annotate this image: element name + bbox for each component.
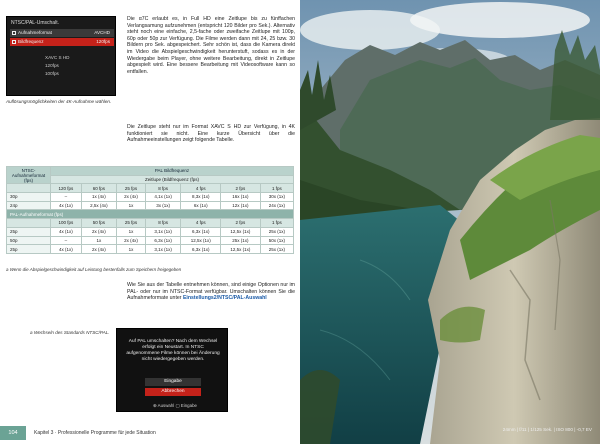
- table-row-label: 25p: [7, 245, 51, 254]
- table-cell: 3x (1x): [145, 201, 180, 210]
- camera-dialog-footer: ⊕ Auswahl ▢ Eingabe: [153, 403, 197, 408]
- chapter-title: Kapitel 3 · Professionelle Programme für jede Situation: [34, 430, 156, 436]
- camera-menu-option: 100fps: [45, 71, 59, 76]
- table-cell: 16x (1x): [221, 193, 261, 202]
- body-paragraph: [127, 282, 295, 302]
- camera-menu-row-value: 120fps: [96, 39, 110, 44]
- table-row-label: 25p: [7, 227, 51, 236]
- body-paragraph: Die Zeitlupe steht nur im Format XAVC S HD zur Verfügung, in 4K funktioniert sie nicht. Eine kurze Übersicht über die Aufnahmeeinstellungen zeigt folgende Tabelle.: [127, 124, 295, 144]
- body-text: Wie Sie aus der Tabelle entnehmen können, sind einige Optionen nur im PAL- oder nur im NTSC-Format verfügbar. Umschalten können Sie die Aufnahmeformate unter: [127, 282, 295, 302]
- table-row: [7, 227, 294, 236]
- table-row: [7, 201, 294, 210]
- table-column-header: 1 fps: [260, 184, 293, 193]
- camera-menu-title: NTSC/PAL-Umschalt.: [11, 20, 59, 26]
- table-cell: 25x (1x): [221, 236, 261, 245]
- table-cell: 1x: [117, 245, 146, 254]
- camera-menu-option: 120fps: [45, 63, 59, 68]
- table-column-header-row: [7, 219, 294, 228]
- table-column-header: 4 fps: [181, 219, 221, 228]
- table-subheader: Zeitlupe (Bildfrequenz (fps): [51, 175, 294, 184]
- table-footnote: a Wenn die Abspielgeschwindigkeit auf Leistung bestenfalls zum Speichern freigegeben: [6, 267, 182, 272]
- table-column-header-row: [7, 184, 294, 193]
- page-footer: [0, 426, 300, 440]
- table-cell: 25x (1x): [260, 245, 293, 254]
- table-row: [7, 245, 294, 254]
- framerate-table: [6, 166, 294, 254]
- table-cell: 6,3x (1x): [145, 236, 180, 245]
- table-body: [7, 227, 294, 253]
- figure-caption: Auflösungsmöglichkeiten der 4K-Aufnahme wählen.: [6, 99, 112, 104]
- table-cell: 2x (4x): [117, 236, 146, 245]
- table-cell: 6x (1x): [181, 201, 221, 210]
- table-row-label: 24p: [7, 201, 51, 210]
- camera-menu-option: XAVC S HD: [45, 55, 70, 60]
- table-column-header: 2 fps: [221, 184, 261, 193]
- table-cell: 4x (1x): [51, 201, 82, 210]
- table-cell: 25x (1x): [260, 227, 293, 236]
- table-column-header: 4 fps: [181, 184, 221, 193]
- table-row: [7, 236, 294, 245]
- table-cell: 3,1x (1x): [145, 227, 180, 236]
- table-row-label: 30p: [7, 193, 51, 202]
- table-cell: 2x (4x): [81, 227, 116, 236]
- table-header: PAL Bildfrequenz: [51, 167, 294, 176]
- table-cell: 4,1x (1x): [145, 193, 180, 202]
- table-cell: 1x (4x): [81, 193, 116, 202]
- table-cell: 30x (1x): [260, 193, 293, 202]
- camera-dialog-enter-button: Eingabe: [145, 378, 201, 386]
- camera-menu-row-selected: [10, 38, 114, 46]
- landscape-photo: [300, 0, 600, 444]
- table-section-label: PAL-Aufnahmeformat (fps): [7, 210, 294, 219]
- table-cell: 8,3x (1x): [181, 193, 221, 202]
- camera-menu-row-value: AVCHD: [94, 30, 110, 35]
- table-body: [7, 193, 294, 210]
- table-cell: 3,1x (1x): [145, 245, 180, 254]
- camera-dialog-cancel-button: Abbrechen: [145, 388, 201, 396]
- table-cell: 12,5x (1x): [221, 227, 261, 236]
- checkbox-icon: [12, 31, 16, 35]
- camera-dialog-message: Auf PAL umschalten? Nach dem Wechsel erfolgt ein Neustart. In NTSC aufgenommene Filme können bei Änderung nicht wiedergegeben werden.: [126, 339, 220, 362]
- table-column-header: 1 fps: [260, 219, 293, 228]
- table-cell: 1x: [81, 236, 116, 245]
- figure-caption: a Wechseln des Standards NTSC/PAL.: [30, 330, 110, 335]
- table-section-row: [7, 210, 294, 219]
- table-cell: –: [51, 236, 82, 245]
- table-column-header: 8 fps: [145, 184, 180, 193]
- right-page: [300, 0, 600, 444]
- table-cell: 12x (1x): [221, 201, 261, 210]
- table-column-header: 60 fps: [81, 184, 116, 193]
- table-cell: 2x (4x): [117, 193, 146, 202]
- table-cell: 4x (1x): [51, 227, 82, 236]
- table-cell: 6,3x (1x): [181, 227, 221, 236]
- table-row: [7, 193, 294, 202]
- table-cell: 12,5x (1x): [181, 236, 221, 245]
- table-cell: 4x (1x): [51, 245, 82, 254]
- table-column-header: 25 fps: [117, 184, 146, 193]
- table-column-header: 8 fps: [145, 219, 180, 228]
- table-cell: 2,5x (4x): [81, 201, 116, 210]
- table-column-header: 2 fps: [221, 219, 261, 228]
- body-paragraph: Die α7C erlaubt es, in Full HD eine Zeitlupe bis zu fünffachen Verlangsamung aufzunehmen (entspricht 120 Bilder pro Sek.). Alternativ steht noch eine einfache, 2,5-fache oder zweifache Zeitlupe mit 100p, 60p oder 50p zur Verfügung. Die Filme werden dann mit 24, 25 bzw. 30 Bildern pro Sek. abgespeichert. Sehr schön ist, dass die Kamera direkt im Video die Abspielgeschwindigkeit herunterstuft, sodass es in der Wiedergabe beim Player, ohne weitere Bearbeitung, direkt in Zeitlupe abgespielt wird. Eine bessere Bearbeitung mit Videosoftware kann so entfallen.: [127, 16, 295, 75]
- camera-menu-screenshot: [6, 16, 116, 96]
- table-cell: 2x (4x): [81, 245, 116, 254]
- table-header: NTSC-Aufnahmeformat (fps): [7, 167, 51, 184]
- table-column-header: 25 fps: [117, 219, 146, 228]
- table-cell: 1x: [117, 227, 146, 236]
- checkbox-icon: [12, 40, 16, 44]
- page-number: 104: [0, 426, 26, 440]
- table-cell: 24x (1x): [260, 201, 293, 210]
- camera-menu-row: [10, 29, 114, 37]
- camera-menu-row-label: Aufnahmeformat: [18, 30, 52, 35]
- table-column-header: 120 fps: [51, 184, 82, 193]
- table-cell: 12,5x (1x): [221, 245, 261, 254]
- table-cell: 1x: [117, 201, 146, 210]
- camera-dialog-screenshot: [116, 328, 228, 412]
- table-cell: 50x (1x): [260, 236, 293, 245]
- table-column-header: 100 fps: [51, 219, 82, 228]
- table-row-label: 50p: [7, 236, 51, 245]
- table-cell: 6,3x (1x): [181, 245, 221, 254]
- table-column-header: 50 fps: [81, 219, 116, 228]
- menu-path-link: Einstellungs2/NTSC/PAL-Auswahl: [182, 295, 267, 302]
- table-cell: –: [51, 193, 82, 202]
- camera-menu-row-label: Bildfrequenz: [18, 39, 44, 44]
- photo-caption: 24mm | f/11 | 1/125 Sek. | ISO 800 | -0,7 EV: [502, 427, 592, 432]
